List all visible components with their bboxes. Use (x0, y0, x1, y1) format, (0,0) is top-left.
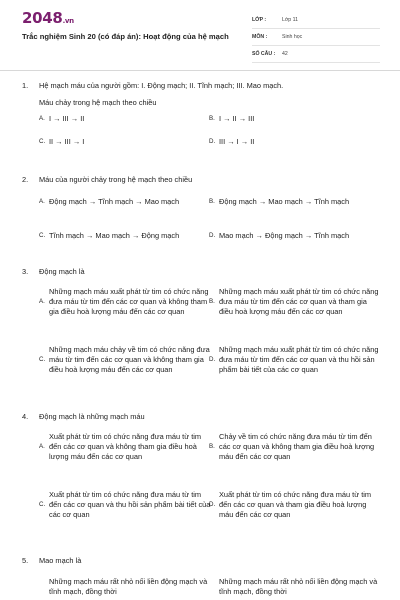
option-text: Những mạch máu xuất phát từ tim có chức năng đưa máu từ tim đến các cơ quan và không tham gia điều hoà lượng máu đến các cơ quan (49, 287, 209, 316)
option-a[interactable] (39, 114, 211, 124)
question-2 (22, 175, 384, 261)
options-grid (22, 572, 384, 598)
option-letter: C. (39, 355, 46, 363)
header-divider (0, 70, 400, 71)
option-b[interactable] (209, 577, 381, 597)
question-stem (22, 556, 384, 566)
question-stem (22, 175, 384, 185)
option-text: Những mạch máu rất nhỏ nối liền động mạch và tĩnh mạch, đồng thời (219, 577, 378, 596)
meta-value: Lớp 11 (282, 17, 298, 23)
logo-text: 2048 (22, 9, 63, 27)
question-text: Hệ mạch máu của người gồm: I. Động mạch; II. Tĩnh mạch; III. Mao mạch. (39, 81, 284, 90)
meta-value: 42 (282, 51, 288, 57)
option-letter: D. (209, 500, 216, 508)
question-number: 2. (22, 175, 29, 184)
meta-row-count (252, 46, 380, 63)
option-text: I → II → III (219, 114, 255, 123)
options-grid (22, 114, 384, 156)
option-letter: C. (39, 232, 46, 239)
question-text: Động mạch là (39, 267, 85, 276)
option-text: Những mạch máu xuất phát từ tim có chức năng đưa máu từ tim đến các cơ quan và thu hồi sản phẩm bài tiết của các cơ quan (219, 345, 379, 374)
question-number: 3. (22, 267, 29, 276)
question-text: Mao mạch là (39, 556, 82, 565)
options-grid (22, 191, 384, 261)
option-letter: A. (39, 198, 45, 205)
option-d[interactable] (209, 137, 381, 147)
option-letter: A. (39, 115, 45, 122)
option-text: Chảy về tim có chức năng đưa máu từ tim đến các cơ quan và không tham gia điều hoà lượng máu đến các cơ quan (219, 432, 375, 461)
option-b[interactable] (209, 287, 381, 316)
logo-suffix: .vn (62, 17, 74, 25)
option-text: Những mạch máu rất nhỏ nối liền động mạch và tĩnh mạch, đồng thời (49, 577, 208, 596)
option-a[interactable] (39, 432, 211, 461)
option-c[interactable] (39, 137, 211, 147)
document-title: Trắc nghiệm Sinh 20 (có đáp án): Hoạt động của hệ mạch (22, 32, 229, 41)
question-text: Động mạch là những mạch máu (39, 412, 145, 421)
option-text: Xuất phát từ tim có chức năng đưa máu từ tim đến các cơ quan và tham gia điều hoà lượng máu đến các cơ quan (219, 490, 372, 519)
option-d[interactable] (209, 490, 381, 519)
option-text: I → III → II (49, 114, 85, 123)
option-text: Động mạch → Tĩnh mạch → Mao mạch (49, 197, 180, 206)
question-stem (22, 81, 384, 91)
option-text: Xuất phát từ tim có chức năng đưa máu từ tim đến các cơ quan và thu hồi sản phẩm bài tiết của các cơ quan (49, 490, 211, 519)
option-letter: B. (209, 115, 215, 122)
option-letter: B. (209, 198, 215, 205)
option-text: Động mạch → Mao mạch → Tĩnh mạch (219, 197, 350, 206)
option-text: II → III → I (49, 137, 85, 146)
option-d[interactable] (209, 231, 381, 241)
meta-value: Sinh học (282, 34, 303, 40)
meta-label: LỚP : (252, 17, 267, 23)
option-letter: B. (209, 297, 215, 305)
option-b[interactable] (209, 197, 381, 207)
meta-label: MÔN : (252, 34, 268, 40)
question-subtext: Máu chảy trong hệ mạch theo chiều (39, 98, 157, 107)
question-stem (22, 412, 384, 422)
meta-row-subject (252, 29, 380, 46)
option-letter: A. (39, 297, 45, 305)
option-text: Tĩnh mạch → Mao mạch → Động mạch (49, 231, 180, 240)
page-header (0, 0, 400, 62)
option-a[interactable] (39, 577, 211, 597)
question-3 (22, 267, 384, 398)
question-number: 5. (22, 556, 29, 565)
option-b[interactable] (209, 114, 381, 124)
option-letter: D. (209, 232, 216, 239)
option-text: Xuất phát từ tim có chức năng đưa máu từ tim đến các cơ quan và không tham gia điều hoà lượng máu đến các cơ quan (49, 432, 202, 461)
option-a[interactable] (39, 287, 211, 316)
question-4 (22, 412, 384, 543)
option-c[interactable] (39, 345, 211, 374)
site-logo[interactable] (22, 9, 74, 27)
options-grid (22, 283, 384, 398)
option-letter: B. (209, 442, 215, 450)
option-c[interactable] (39, 231, 211, 241)
question-text: Máu của người chảy trong hệ mạch theo chiều (39, 175, 193, 184)
option-letter: D. (209, 138, 216, 145)
meta-table (252, 12, 380, 63)
option-text: III → I → II (219, 137, 255, 146)
option-letter: C. (39, 138, 46, 145)
option-a[interactable] (39, 197, 211, 207)
option-letter: D. (209, 355, 216, 363)
option-d[interactable] (209, 345, 381, 374)
question-number: 4. (22, 412, 29, 421)
question-1 (22, 81, 384, 156)
option-text: Những mạch máu chảy về tim có chức năng đưa máu từ tim đến các cơ quan và không tham gia điều hoà lượng máu đến các cơ quan (49, 345, 210, 374)
question-stem (22, 267, 384, 277)
option-letter: A. (39, 442, 45, 450)
question-5 (22, 556, 384, 598)
option-text: Mao mạch → Động mạch → Tĩnh mạch (219, 231, 350, 240)
option-c[interactable] (39, 490, 211, 519)
question-number: 1. (22, 81, 29, 90)
option-letter: C. (39, 500, 46, 508)
option-b[interactable] (209, 432, 381, 461)
option-text: Những mạch máu xuất phát từ tim có chức năng đưa máu từ tim đến các cơ quan và tham gia điều hoà lượng máu đến các cơ quan (219, 287, 379, 316)
meta-row-class (252, 12, 380, 29)
options-grid (22, 428, 384, 543)
meta-label: SỐ CÂU : (252, 51, 276, 57)
